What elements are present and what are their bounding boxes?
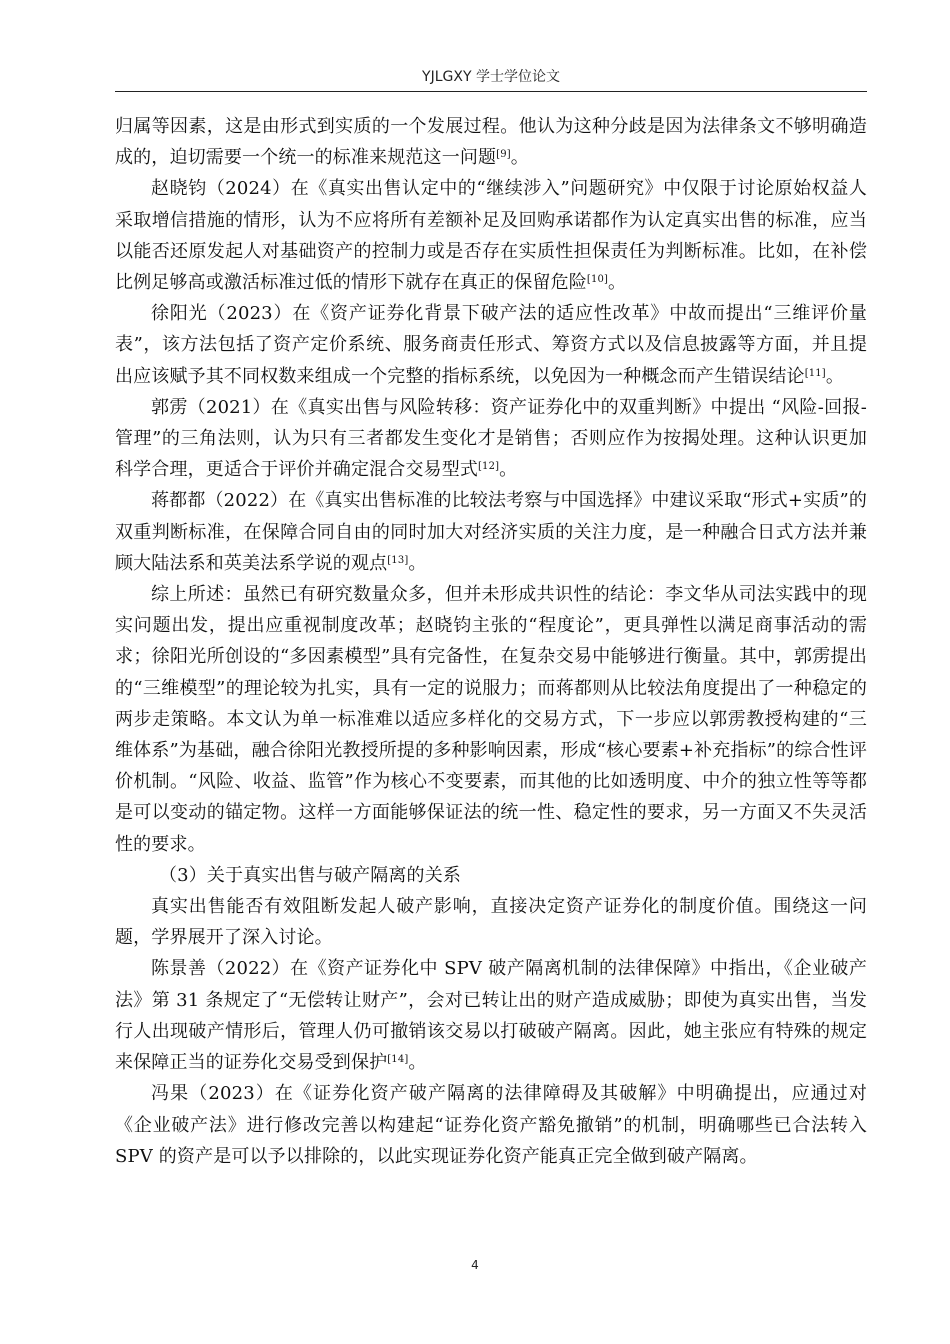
paragraph-5: 蒋都都（2022）在《真实出售标准的比较法考察与中国选择》中建议采取“形式+实质”的双重判断标准，在保障合同自由的同时加大对经济实质的关注力度，是一种融合日式方法并兼顾大陆法系和英美法系学说的观点[13]。 (115, 490, 867, 574)
body-text (115, 111, 867, 1172)
paragraph-7: 真实出售能否有效阻断发起人破产影响，直接决定资产证券化的制度价值。围绕这一问题，学界展开了深入讨论。 (115, 896, 867, 949)
header-rule (115, 91, 867, 92)
citation-9: [9] (496, 149, 511, 161)
paragraph-4: 郭雳（2021）在《真实出售与风险转移：资产证券化中的双重判断》中提出 “风险-回报-管理”的三角法则，认为只有三者都发生变化才是销售；否则应作为按揭处理。这种认识更加科学合理，更适合于评价并确定混合交易型式[12]。 (115, 396, 867, 481)
citation-14: [14] (387, 1054, 409, 1066)
citation-13: [13] (387, 554, 409, 566)
paragraph-6: 综上所述：虽然已有研究数量众多，但并未形成共识性的结论：李文华从司法实践中的现实问题出发，提出应重视制度改革；赵晓钧主张的“程度论”，更具弹性以满足商事活动的需求；徐阳光所创设的“多因素模型”具有完备性，在复杂交易中能够进行衡量。其中，郭雳提出的“三维模型”的理论较为扎实，具有一定的说服力；而蒋都则从比较法角度提出了一种稳定的两步走策略。本文认为单一标准难以适应多样化的交易方式，下一步应以郭雳教授构建的“三维体系”为基础，融合徐阳光教授所提的多种影响因素，形成“核心要素+补充指标”的综合性评价机制。“风险、收益、监管”作为核心不变要素，而其他的比如透明度、中介的独立性等等都是可以变动的锚定物。这样一方面能够保证法的统一性、稳定性的要求，另一方面又不失灵活性的要求。 (115, 584, 867, 855)
citation-10: [10] (586, 274, 609, 286)
paragraph-3: 徐阳光（2023）在《资产证券化背景下破产法的适应性改革》中故而提出“三维评价量表”，该方法包括了资产定价系统、服务商责任形式、筹资方式以及信息披露等方面，并且提出应该赋予其不同权数来组成一个完整的指标系统，以免因为一种概念而产生错误结论[11]。 (115, 303, 867, 387)
paragraph-1: 归属等因素，这是由形式到实质的一个发展过程。他认为这种分歧是因为法律条文不够明确造成的，迫切需要一个统一的标准来规范这一问题[9]。 (115, 116, 867, 169)
running-header: YJLGXY 学士学位论文 (422, 69, 560, 85)
paragraph-2: 赵晓钧（2024）在《真实出售认定中的“继续涉入”问题研究》中仅限于讨论原始权益人采取增信措施的情形，认为不应将所有差额补足及回购承诺都作为认定真实出售的标准，应当以能否还原发起人对基础资产的控制力或是否存在实质性担保责任为判断标准。比如，在补偿比例足够高或激活标准过低的情形下就存在真正的保留危险[10]。 (115, 178, 867, 294)
citation-12: [12] (478, 461, 500, 473)
page-number: 4 (471, 1258, 479, 1272)
citation-11: [11] (804, 367, 826, 379)
paragraph-8: 陈景善（2022）在《资产证券化中 SPV 破产隔离机制的法律保障》中指出，《企业破产法》第 31 条规定了“无偿转让财产”，会对已转让出的财产造成威胁；即使为真实出售，当发行人出现破产情形后，管理人仍可撤销该交易以打破破产隔离。因此，她主张应有特殊的规定来保障正当的证券化交易受到保护[14]。 (115, 958, 867, 1074)
paragraph-9: 冯果（2023）在《证券化资产破产隔离的法律障碍及其破解》中明确提出，应通过对《企业破产法》进行修改完善以构建起“证券化资产豁免撤销”的机制，明确哪些已合法转入 SPV 的资产是可以予以排除的，以此实现证券化资产能真正完全做到破产隔离。 (115, 1083, 867, 1167)
section-heading: （3）关于真实出售与破产隔离的关系 (159, 864, 462, 886)
